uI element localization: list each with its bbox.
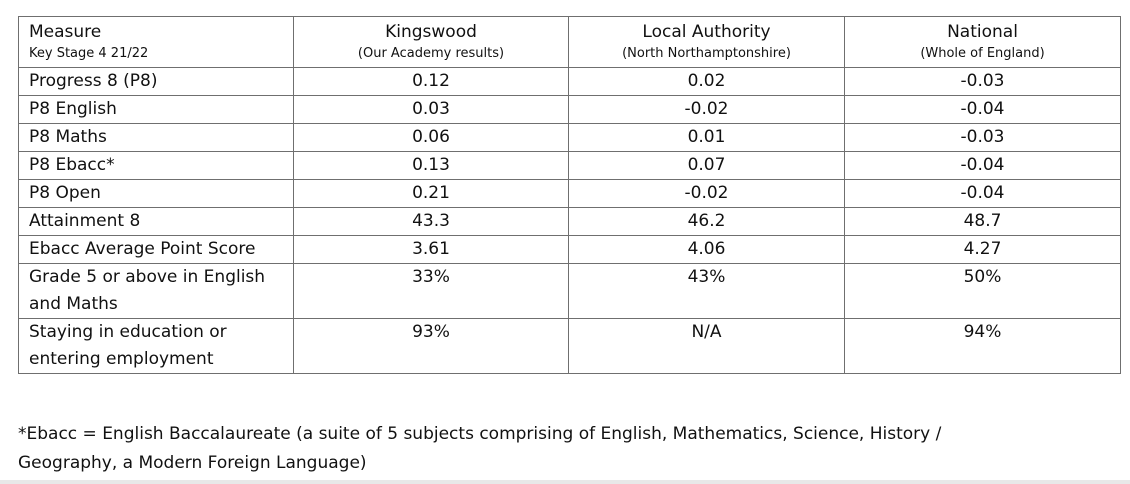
measure-line-1: Staying in education or [29, 322, 227, 342]
national-value: 50% [845, 264, 1121, 319]
header-measure-title: Measure [29, 22, 102, 42]
local-authority-value: 43% [569, 264, 845, 319]
measure-cell: Ebacc Average Point Score [19, 236, 294, 264]
footnote-line-2: Geography, a Modern Foreign Language) [18, 453, 367, 473]
ks4-results-table [18, 16, 1121, 374]
header-measure-subtitle: Key Stage 4 21/22 [29, 46, 149, 61]
national-value: 4.27 [845, 236, 1121, 264]
kingswood-value: 3.61 [294, 236, 569, 264]
table-row [19, 96, 1121, 124]
header-local-authority-title: Local Authority [642, 22, 771, 42]
kingswood-value: 0.03 [294, 96, 569, 124]
table-row [19, 236, 1121, 264]
kingswood-value: 0.12 [294, 68, 569, 96]
table-row [19, 180, 1121, 208]
table-row [19, 152, 1121, 180]
table-row [19, 208, 1121, 236]
table-row [19, 319, 1121, 374]
measure-line-1: Grade 5 or above in English [29, 267, 266, 287]
header-national [845, 17, 1121, 68]
measure-line-2: and Maths [29, 294, 118, 314]
measure-cell: Attainment 8 [19, 208, 294, 236]
local-authority-value: -0.02 [569, 180, 845, 208]
header-kingswood-title: Kingswood [385, 22, 477, 42]
kingswood-value: 0.06 [294, 124, 569, 152]
measure-line-2: entering employment [29, 349, 214, 369]
header-kingswood [294, 17, 569, 68]
table-row [19, 68, 1121, 96]
local-authority-value: 0.02 [569, 68, 845, 96]
measure-cell [19, 264, 294, 319]
header-local-authority-subtitle: (North Northamptonshire) [622, 46, 791, 61]
national-value: -0.03 [845, 68, 1121, 96]
local-authority-value: -0.02 [569, 96, 845, 124]
header-local-authority [569, 17, 845, 68]
ebacc-footnote [18, 420, 1008, 478]
measure-cell: P8 Open [19, 180, 294, 208]
national-value: -0.04 [845, 96, 1121, 124]
header-measure [19, 17, 294, 68]
table-row [19, 264, 1121, 319]
national-value: -0.03 [845, 124, 1121, 152]
kingswood-value: 0.21 [294, 180, 569, 208]
header-kingswood-subtitle: (Our Academy results) [357, 46, 505, 61]
kingswood-value: 0.13 [294, 152, 569, 180]
kingswood-value: 33% [294, 264, 569, 319]
measure-cell: P8 English [19, 96, 294, 124]
table-header-row [19, 17, 1121, 68]
local-authority-value: 0.07 [569, 152, 845, 180]
national-value: -0.04 [845, 180, 1121, 208]
local-authority-value: 46.2 [569, 208, 845, 236]
national-value: -0.04 [845, 152, 1121, 180]
local-authority-value: 0.01 [569, 124, 845, 152]
measure-cell: P8 Maths [19, 124, 294, 152]
footnote-line-1: *Ebacc = English Baccalaureate (a suite of 5 subjects comprising of English, Mathematics, Science, History / [18, 424, 942, 444]
kingswood-value: 43.3 [294, 208, 569, 236]
header-national-title: National [947, 22, 1018, 42]
national-value: 48.7 [845, 208, 1121, 236]
local-authority-value: 4.06 [569, 236, 845, 264]
national-value: 94% [845, 319, 1121, 374]
table-row [19, 124, 1121, 152]
measure-cell [19, 319, 294, 374]
kingswood-value: 93% [294, 319, 569, 374]
measure-cell: P8 Ebacc* [19, 152, 294, 180]
measure-cell: Progress 8 (P8) [19, 68, 294, 96]
local-authority-value: N/A [569, 319, 845, 374]
bottom-divider [0, 480, 1130, 484]
header-national-subtitle: (Whole of England) [920, 46, 1045, 61]
